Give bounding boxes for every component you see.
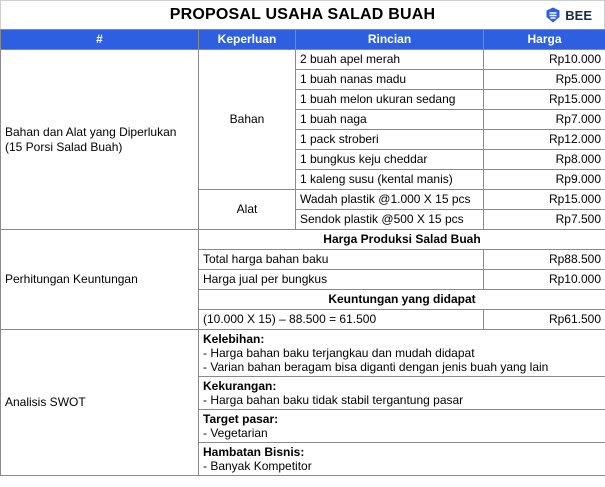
- page-title: PROPOSAL USAHA SALAD BUAH: [169, 6, 436, 23]
- item-name: Sendok plastik @500 X 15 pcs: [296, 210, 484, 230]
- kekurangan-title: Kekurangan:: [203, 379, 277, 393]
- item-price: Rp15.000: [484, 190, 605, 210]
- total-label: Total harga bahan baku: [199, 250, 484, 270]
- target-item: - Vegetarian: [203, 426, 268, 440]
- table-row: [1, 50, 605, 70]
- profit-formula: (10.000 X 15) – 88.500 = 61.500: [199, 310, 484, 330]
- kelebihan-item: - Varian bahan beragam bisa diganti dengan jenis buah yang lain: [203, 360, 549, 374]
- item-name: 1 buah melon ukuran sedang: [296, 90, 484, 110]
- item-price: Rp10.000: [484, 50, 605, 70]
- item-name: 1 buah nanas madu: [296, 70, 484, 90]
- item-price: Rp9.000: [484, 170, 605, 190]
- swot-kelebihan: [199, 330, 605, 377]
- swot-kekurangan: [199, 377, 605, 410]
- item-name: 2 buah apel merah: [296, 50, 484, 70]
- table-row: [1, 230, 605, 250]
- section-label-line1: Bahan dan Alat yang Diperlukan: [5, 124, 177, 139]
- table-row: [1, 330, 605, 377]
- item-name: 1 pack stroberi: [296, 130, 484, 150]
- proposal-table: [0, 29, 605, 476]
- item-price: Rp7.000: [484, 110, 605, 130]
- item-name: 1 kaleng susu (kental manis): [296, 170, 484, 190]
- category-bahan: Bahan: [199, 50, 296, 190]
- brand-name: BEE: [565, 7, 592, 23]
- bee-shield-logo-icon: [545, 7, 561, 23]
- swot-target: [199, 410, 605, 443]
- table-header-row: [1, 30, 605, 50]
- item-price: Rp15.000: [484, 90, 605, 110]
- sell-price-value: Rp10.000: [484, 270, 605, 290]
- item-price: Rp12.000: [484, 130, 605, 150]
- item-name: 1 buah naga: [296, 110, 484, 130]
- kelebihan-item: - Harga bahan baku terjangkau dan mudah didapat: [203, 346, 475, 360]
- section-label-bahan-alat: [1, 50, 199, 230]
- hambatan-item: - Banyak Kompetitor: [203, 459, 312, 473]
- column-header-harga: Harga: [484, 30, 605, 50]
- hambatan-title: Hambatan Bisnis:: [203, 445, 305, 459]
- section-label-swot: Analisis SWOT: [1, 330, 199, 476]
- brand-logo: [545, 7, 592, 23]
- item-name: 1 bungkus keju cheddar: [296, 150, 484, 170]
- sell-price-label: Harga jual per bungkus: [199, 270, 484, 290]
- item-price: Rp5.000: [484, 70, 605, 90]
- total-value: Rp88.500: [484, 250, 605, 270]
- kekurangan-item: - Harga bahan baku tidak stabil tergantung pasar: [203, 393, 464, 407]
- section-label-line2: (15 Porsi Salad Buah): [5, 139, 123, 154]
- section-label-perhitungan: Perhitungan Keuntungan: [1, 230, 199, 330]
- profit-heading: Keuntungan yang didapat: [199, 290, 605, 310]
- category-alat: Alat: [199, 190, 296, 230]
- document-header: [0, 0, 605, 29]
- kelebihan-title: Kelebihan:: [203, 332, 265, 346]
- item-price: Rp7.500: [484, 210, 605, 230]
- column-header-number: #: [1, 30, 199, 50]
- column-header-rincian: Rincian: [296, 30, 484, 50]
- item-price: Rp8.000: [484, 150, 605, 170]
- target-title: Target pasar:: [203, 412, 279, 426]
- production-heading: Harga Produksi Salad Buah: [199, 230, 605, 250]
- profit-value: Rp61.500: [484, 310, 605, 330]
- column-header-keperluan: Keperluan: [199, 30, 296, 50]
- swot-hambatan: [199, 443, 605, 476]
- item-name: Wadah plastik @1.000 X 15 pcs: [296, 190, 484, 210]
